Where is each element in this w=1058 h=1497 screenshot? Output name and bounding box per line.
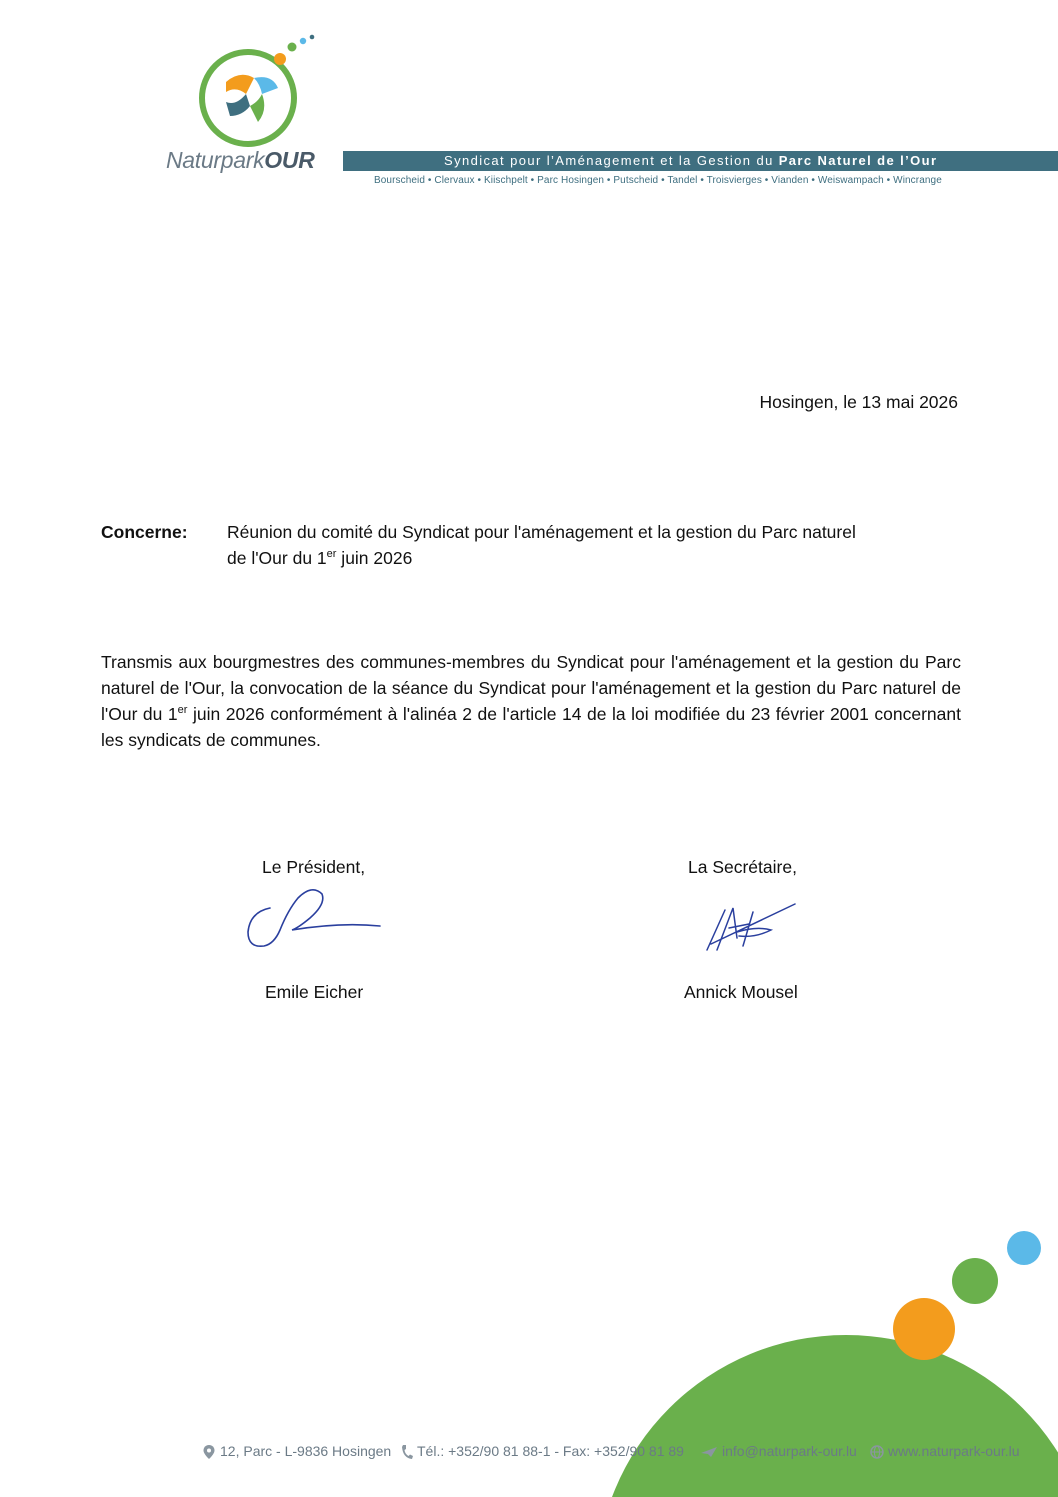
footer-phone-fax: Tél.: +352/90 81 88-1 - Fax: +352/90 81 89	[417, 1443, 684, 1459]
location-pin-icon	[202, 1444, 216, 1460]
president-title: Le Président,	[262, 857, 366, 877]
paper-plane-icon	[700, 1444, 718, 1460]
brand-name: NaturparkOUR	[166, 147, 315, 173]
secretary-title: La Secrétaire,	[688, 857, 797, 877]
secretary-signature	[645, 880, 845, 975]
footer-email[interactable]: info@naturpark-our.lu	[722, 1443, 857, 1459]
secretary-name: Annick Mousel	[684, 982, 798, 1002]
member-communes: Bourscheid • Clervaux • Kiischpelt • Parc Hosingen • Putscheid • Tandel • Troisvierges • Vianden • Weiswampach • Wincrange	[374, 175, 942, 186]
subject-label: Concerne:	[101, 522, 188, 542]
footer-address: 12, Parc - L-9836 Hosingen	[220, 1443, 392, 1459]
body-paragraph: Transmis aux bourgmestres des communes-membres du Syndicat pour l'aménagement et la gestion du Parc naturel de l'Our, la convocation de la séance du Syndicat pour l'aménagement et la gestion du Parc naturel de l'Our du 1er juin 2026 conformément à l'alinéa 2 de l'article 14 de la loi modifiée du 23 février 2001 concernant les syndicats de communes.	[101, 652, 961, 750]
naturpark-our-logo	[196, 30, 326, 150]
footer-website[interactable]: www.naturpark-our.lu	[888, 1443, 1020, 1459]
phone-icon	[400, 1444, 414, 1460]
president-signature	[240, 880, 390, 960]
president-name: Emile Eicher	[265, 982, 364, 1002]
globe-icon	[870, 1444, 884, 1460]
letter-date: Hosingen, le 13 mai 2026	[759, 392, 958, 412]
header-banner: Syndicat pour l’Aménagement et la Gestion du Parc Naturel de l’Our	[343, 151, 1058, 171]
subject-text: Réunion du comité du Syndicat pour l'aménagement et la gestion du Parc naturel de l'Our du 1er juin 2026	[227, 522, 856, 568]
